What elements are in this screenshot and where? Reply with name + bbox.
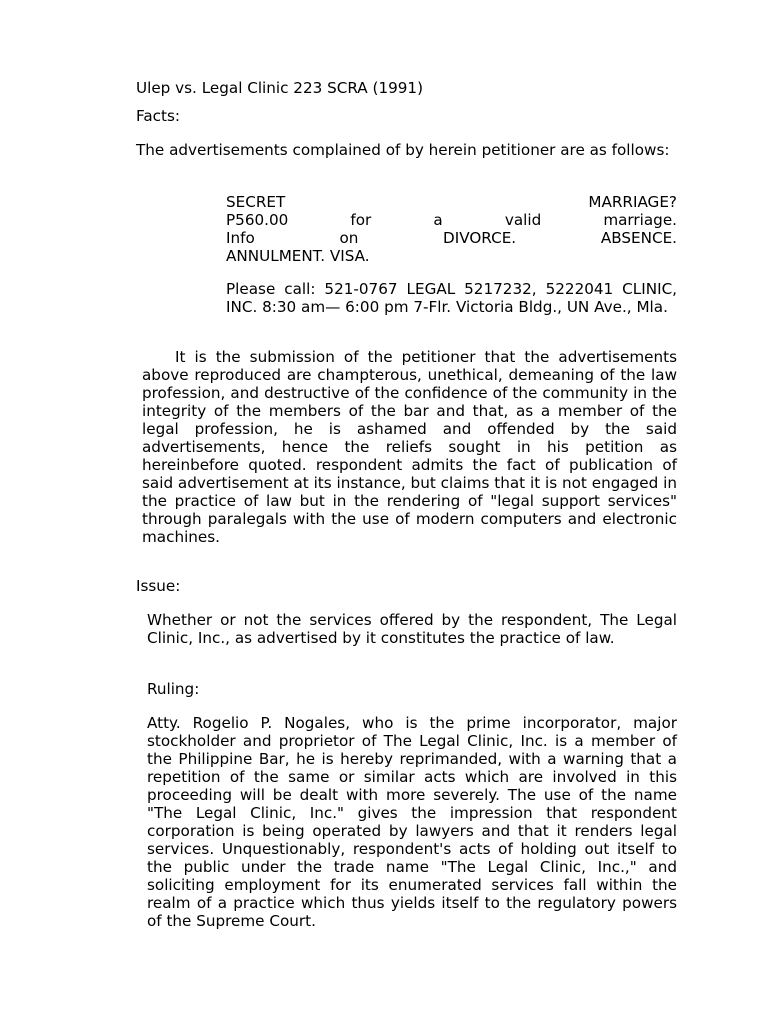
issue-heading: Issue:	[136, 577, 181, 595]
advertisement-line: ANNULMENT. VISA.	[226, 247, 370, 265]
issue-paragraph: Whether or not the services offered by the respondent, The Legal Clinic, Inc., as advertised by it constitutes the practice of law.	[147, 611, 677, 647]
ruling-heading: Ruling:	[147, 680, 200, 698]
advertisement-contact: Please call: 521-0767 LEGAL 5217232, 5222041 CLINIC, INC. 8:30 am— 6:00 pm 7-Flr. Victoria Bldg., UN Ave., Mla.	[226, 280, 677, 316]
facts-heading: Facts:	[136, 107, 180, 125]
advertisement-line: Info on DIVORCE. ABSENCE.	[226, 229, 677, 247]
facts-intro-paragraph: The advertisements complained of by herein petitioner are as follows:	[136, 141, 670, 159]
advertisement-line: P560.00 for a valid marriage.	[226, 211, 677, 229]
case-title: Ulep vs. Legal Clinic 223 SCRA (1991)	[136, 79, 424, 97]
advertisement-line: SECRET MARRIAGE?	[226, 193, 677, 211]
submission-paragraph: It is the submission of the petitioner that the advertisements above reproduced are champterous, unethical, demeaning of the law profession, and destructive of the confidence of the community in the integrity of the members of the bar and that, as a member of the legal profession, he is ashamed and offended by the said advertisements, hence the reliefs sought in his petition as hereinbefore quoted. respondent admits the fact of publication of said advertisement at its instance, but claims that it is not engaged in the practice of law but in the rendering of "legal support services" through paralegals with the use of modern computers and electronic machines.	[142, 348, 677, 546]
ruling-paragraph: Atty. Rogelio P. Nogales, who is the prime incorporator, major stockholder and proprietor of The Legal Clinic, Inc. is a member of the Philippine Bar, he is hereby reprimanded, with a warning that a repetition of the same or similar acts which are involved in this proceeding will be dealt with more severely. The use of the name "The Legal Clinic, Inc." gives the impression that respondent corporation is being operated by lawyers and that it renders legal services. Unquestionably, respondent's acts of holding out itself to the public under the trade name "The Legal Clinic, Inc.," and soliciting employment for its enumerated services fall within the realm of a practice which thus yields itself to the regulatory powers of the Supreme Court.	[147, 714, 677, 930]
